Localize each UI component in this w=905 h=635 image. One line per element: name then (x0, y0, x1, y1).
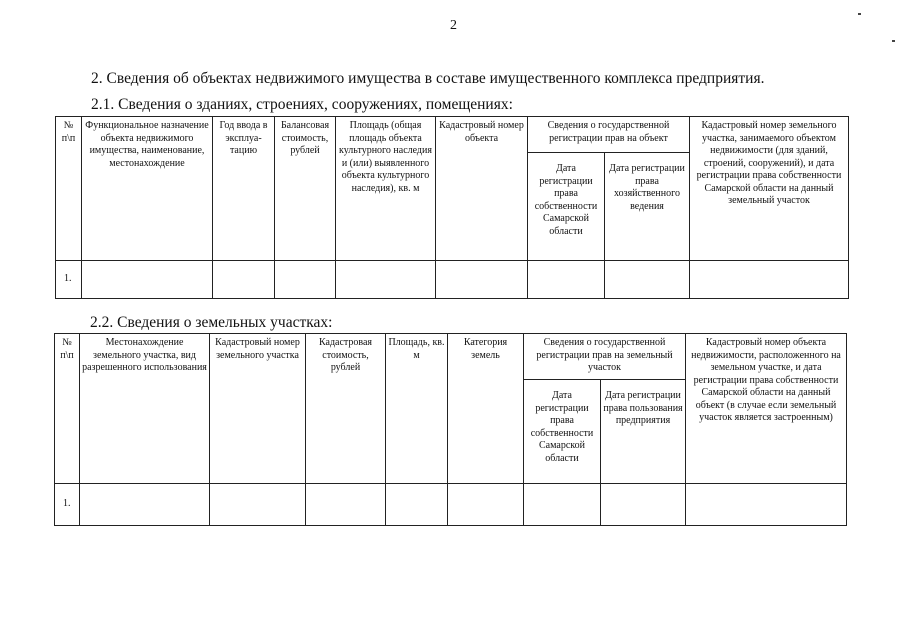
header-balance: Балансовая стоимость, рублей (275, 117, 336, 261)
scan-mark (892, 40, 895, 42)
cell (448, 484, 524, 526)
section-land-title: 2.2. Сведения о земельных участках: (90, 314, 333, 331)
header-area: Площадь (общая площадь объекта культурного наследия и (или) выявленного объекта культурного наследия), кв. м (336, 117, 436, 261)
header-registration-group: Сведения о государственной регистрации прав на земельный участок (524, 334, 686, 380)
cell (605, 261, 690, 299)
header-reg-economic: Дата регистрации права хозяйственного ведения (605, 153, 690, 261)
cell (436, 261, 528, 299)
main-heading: 2. Сведения об объектах недвижимого имущества в составе имущественного комплекса предприятия. (91, 70, 765, 87)
cell (386, 484, 448, 526)
cell (336, 261, 436, 299)
cell (690, 261, 849, 299)
header-purpose: Функциональное назначение объекта недвижимого имущества, наименование, местонахождение (82, 117, 213, 261)
cell (210, 484, 306, 526)
header-year: Год ввода в эксплуа-тацию (213, 117, 275, 261)
header-num: № п\п (56, 117, 82, 261)
cell (306, 484, 386, 526)
land-plots-table (54, 333, 847, 526)
header-cadastral-value: Кадастровая стоимость, рублей (306, 334, 386, 484)
header-building-object: Кадастровый номер объекта недвижимости, расположенного на земельном участке, и дата регистрации права собственности Самарской области на данный объект (в случае если земельный участок является застроенным) (686, 334, 847, 484)
section-buildings-title: 2.1. Сведения о зданиях, строениях, сооружениях, помещениях: (91, 96, 513, 113)
cell (686, 484, 847, 526)
cell (524, 484, 601, 526)
cell (80, 484, 210, 526)
row-number: 1. (56, 261, 82, 299)
table-row (55, 484, 847, 526)
header-area: Площадь, кв. м (386, 334, 448, 484)
header-reg-use: Дата регистрации права пользования предприятия (601, 380, 686, 484)
row-number: 1. (55, 484, 80, 526)
header-land-plot: Кадастровый номер земельного участка, занимаемого объектом недвижимости (для зданий, строений, сооружений), и дата регистрации права собственности Самарской области на данный земельный участок (690, 117, 849, 261)
buildings-table (55, 116, 849, 299)
header-cadastral: Кадастровый номер земельного участка (210, 334, 306, 484)
header-registration-group: Сведения о государственной регистрации прав на объект (528, 117, 690, 153)
header-category: Категория земель (448, 334, 524, 484)
cell (213, 261, 275, 299)
header-reg-ownership: Дата регистрации права собственности Самарской области (524, 380, 601, 484)
cell (601, 484, 686, 526)
header-cadastral: Кадастровый номер объекта (436, 117, 528, 261)
header-location: Местонахождение земельного участка, вид разрешенного использования (80, 334, 210, 484)
cell (275, 261, 336, 299)
cell (82, 261, 213, 299)
page-number: 2 (450, 18, 457, 33)
scan-mark (858, 13, 861, 15)
header-num: № п\п (55, 334, 80, 484)
header-reg-ownership: Дата регистрации права собственности Самарской области (528, 153, 605, 261)
cell (528, 261, 605, 299)
table-row (56, 261, 849, 299)
